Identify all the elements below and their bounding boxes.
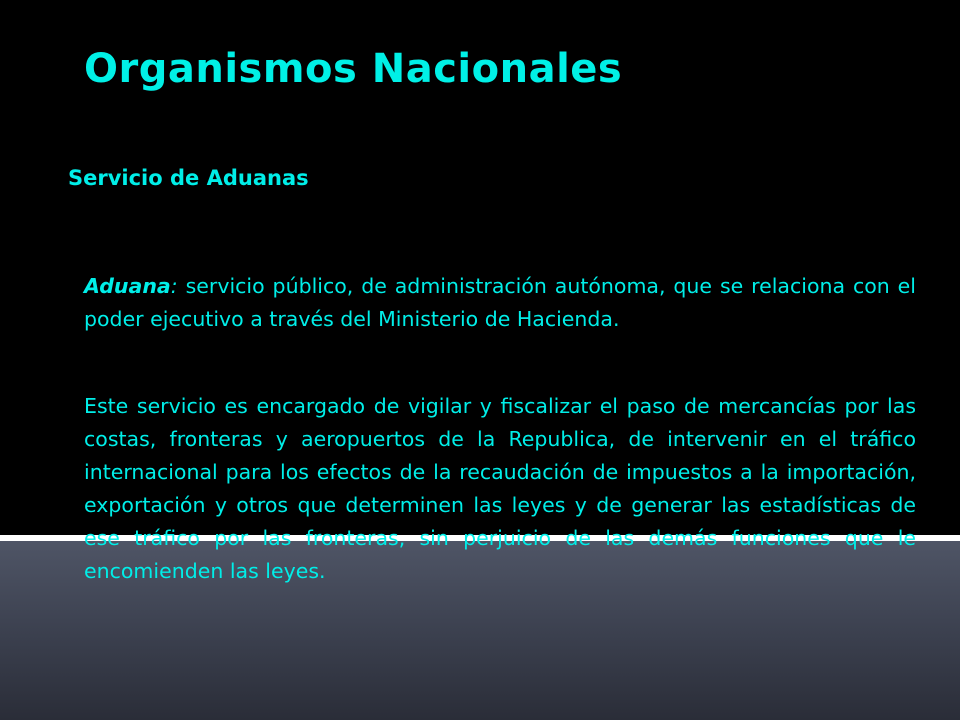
paragraph-definition xyxy=(84,270,916,336)
term-aduana: Aduana xyxy=(84,274,171,298)
slide-title: Organismos Nacionales xyxy=(84,46,623,92)
paragraph-description: Este servicio es encargado de vigilar y fiscalizar el paso de mercancías por las costas, fronteras y aeropuertos de la Republica, de intervenir en el tráfico internacional para los efectos de la recaudación de impuestos a la importación, exportación y otros que determinen las leyes y de generar las estadísticas de ese tráfico por las fronteras, sin perjuicio de las demás funciones que le encomienden las leyes. xyxy=(84,394,916,583)
slide-subtitle: Servicio de Aduanas xyxy=(68,166,309,190)
term-colon: : xyxy=(170,274,178,298)
definition-text: servicio público, de administración autónoma, que se relaciona con el poder ejecutivo a través del Ministerio de Hacienda. xyxy=(84,274,916,331)
